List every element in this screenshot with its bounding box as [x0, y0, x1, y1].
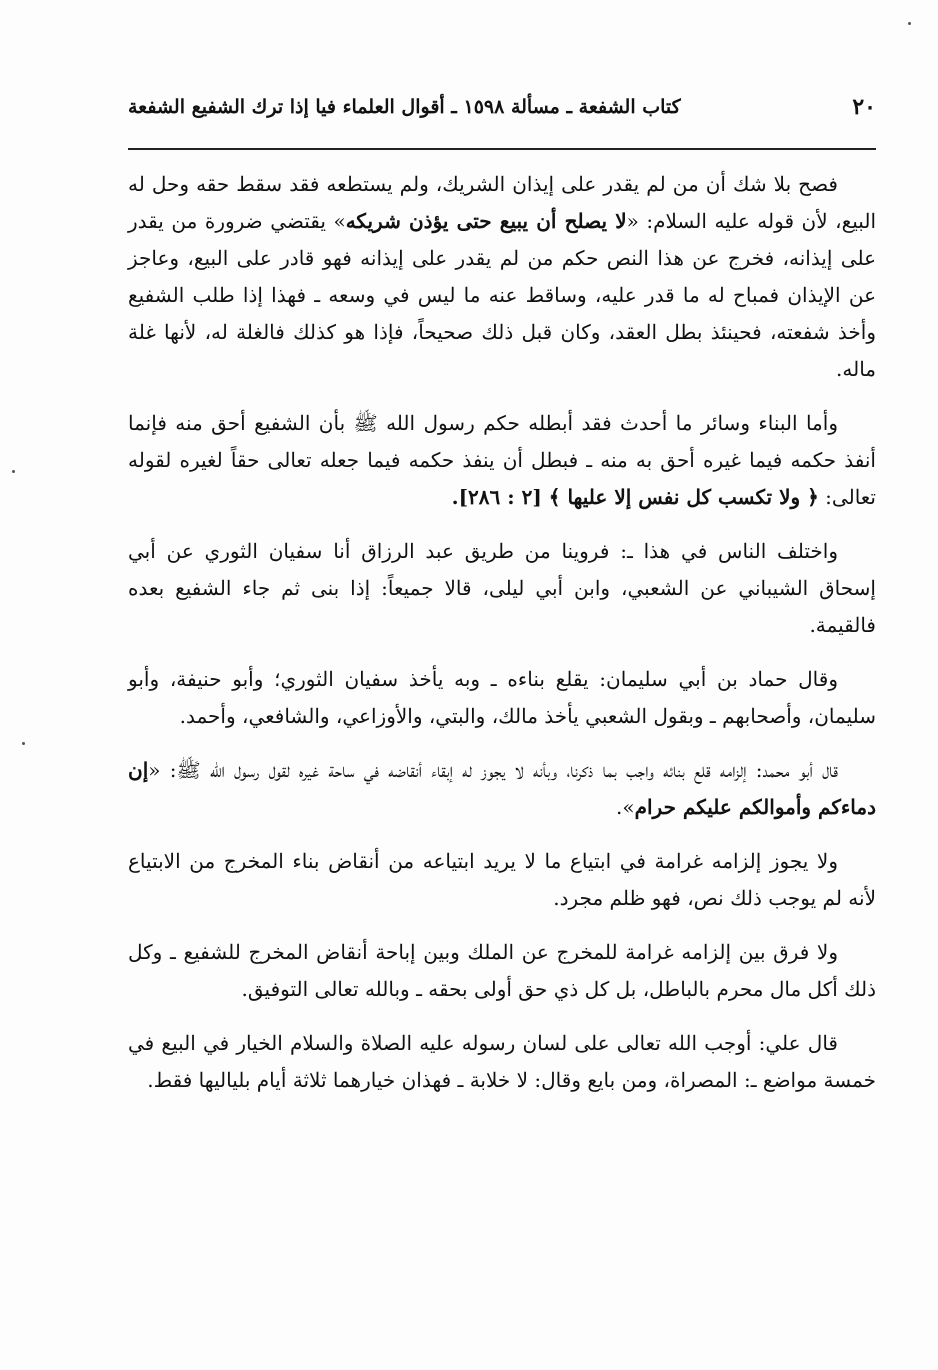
paragraph-text: ولا فرق بين إلزامه غرامة للمخرج عن الملك وبين إباحة أنقاض المخرج للشفيع ـ وكل ذلك أكل مال محرم بالباطل، بل كل ذي حق أولى بحقه ـ وبالله تعالى التوفيق. [128, 940, 876, 1001]
quran-verse: ﴿ ولا تكسب كل نفس إلا عليها ﴾ [٢ : ٢٨٦]. [451, 485, 819, 509]
paragraph-text: ولا يجوز إلزامه غرامة في ابتياع ما لا يريد ابتياعه من أنقاض بناء المخرج من الابتياع لأنه لم يوجب ذلك نص، فهو ظلم مجرد. [128, 849, 876, 910]
hadith-quote: إن دماءكم وأموالكم عليكم حرام [128, 758, 876, 819]
page-number: ٢٠ [852, 94, 876, 120]
body-text [128, 166, 876, 1116]
paragraph-text: ». [616, 795, 635, 819]
scan-speck [12, 470, 15, 473]
paragraph [128, 405, 876, 516]
paragraph [128, 661, 876, 735]
paragraph-text: وأما البناء وسائر ما أحدث فقد أبطله حكم رسول الله ﷺ بأن الشفيع أحق منه فإنما أنفذ حكمه فيما غيره أحق به منه ـ فبطل أن ينفذ حكمه فيما جعله تعالى حقاً لغيره لقوله تعالى: [128, 411, 876, 509]
page-header [128, 88, 876, 128]
paragraph-text: قال علي: أوجب الله تعالى على لسان رسوله عليه الصلاة والسلام الخيار في البيع في خمسة مواضع ـ: المصراة، ومن بايع وقال: لا خلابة ـ فهذان خيارهما ثلاثة أيام بلياليها فقط. [128, 1031, 876, 1092]
scan-speck [908, 22, 911, 25]
running-title: كتاب الشفعة ـ مسألة ١٥٩٨ ـ أقوال العلماء فيا إذا ترك الشفيع الشفعة [128, 96, 681, 118]
hadith-quote: لا يصلح أن يبيع حتى يؤذن شريكه [345, 209, 627, 233]
paragraph [128, 752, 876, 826]
paragraph [128, 533, 876, 644]
header-divider [128, 148, 876, 150]
paragraph [128, 1025, 876, 1099]
scan-speck [22, 742, 25, 745]
paragraph [128, 843, 876, 917]
paragraph [128, 934, 876, 1008]
paragraph-text: وقال حماد بن أبي سليمان: يقلع بناءه ـ وبه يأخذ سفيان الثوري؛ وأبو حنيفة، وأبو سليمان، وأصحابهم ـ وبقول الشعبي يأخذ مالك، والبتي، والأوزاعي، والشافعي، وأحمد. [128, 667, 876, 728]
paragraph-text: فصح بلا شك أن من لم يقدر على إيذان الشريك، ولم يستطعه فقد سقط حقه وحل له البيع، لأن قوله عليه السلام: « [128, 172, 876, 233]
paragraph-text: واختلف الناس في هذا ـ: فروينا من طريق عبد الرزاق أنا سفيان الثوري عن أبي إسحاق الشيباني عن الشعبي، وابن أبي ليلى، قالا جميعاً: إذا بنى ثم جاء الشفيع بعده فالقيمة. [128, 539, 876, 637]
paragraph-text: » يقتضي ضرورة من يقدر على إيذانه، فخرج عن هذا النص حكم من لم يقدر على إيذانه فهو قادر على البيع، وعاجز عن الإيذان فمباح له ما قدر عليه، وساقط عنه ما ليس في وسعه ـ فهذا إذا طلب الشفيع وأخذ شفعته، فحينئذ بطل العقد، وكان قبل ذلك صحيحاً، فإذا هو كذلك فالغلة له، لأنها غلة ماله. [128, 209, 876, 381]
paragraph-text: قال أبو محمد: إلزامه قلع بنائه واجب بما ذكرنا، وبأنه لا يجوز له إبقاء أنقاضه في ساحة غيره لقول رسول الله ﷺ: « [148, 758, 838, 782]
paragraph [128, 166, 876, 388]
